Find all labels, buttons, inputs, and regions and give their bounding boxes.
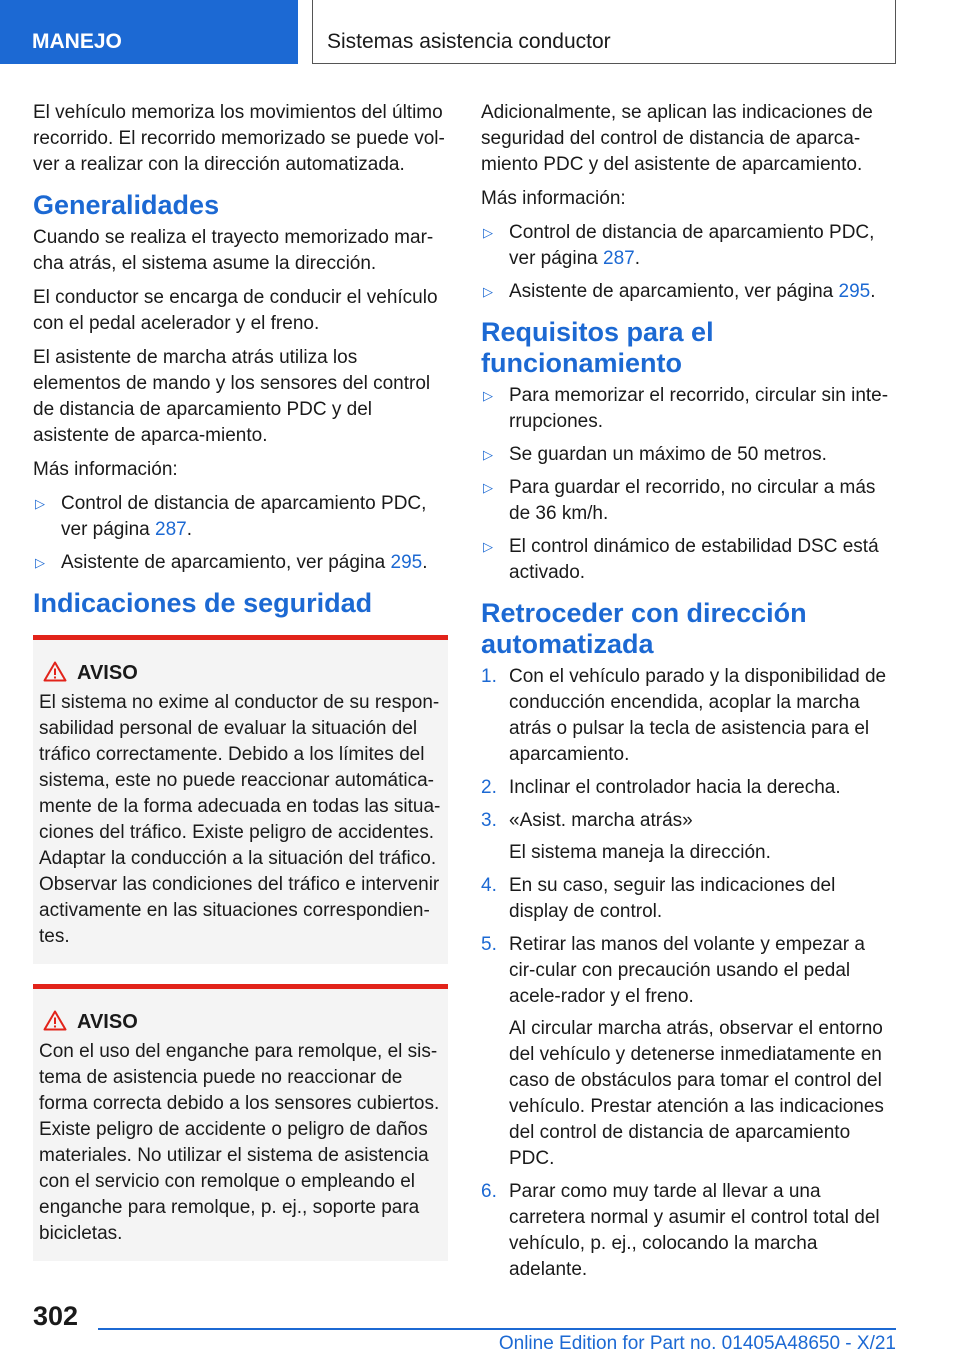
warning-title-text: AVISO [77, 1011, 138, 1033]
triangle-right-icon: ▷ [483, 447, 493, 462]
triangle-right-icon: ▷ [483, 539, 493, 554]
header-chapter-title: Sistemas asistencia conductor [312, 0, 896, 64]
list-item-end: . [186, 519, 192, 540]
warning-text: Con el uso del enganche para remolque, el sis-tema de asistencia puede no reaccionar de forma correcta debido a los sensores cubiertos. Existe peligro de accidente o peligro de daños materiales. No utilizar el sistema de asistencia con el servicio con remolque o empleando el enganche para remolque, p. ej., soporte para bicicletas. [39, 1041, 440, 1244]
list-item-text: Asistente de aparcamiento, ver página [61, 552, 391, 573]
triangle-right-icon: ▷ [483, 388, 493, 403]
paragraph: Cuando se realiza el trayecto memorizado mar-cha atrás, el sistema asume la dirección. [33, 227, 434, 274]
list-item-text: El control dinámico de estabilidad DSC está activado. [509, 536, 879, 583]
triangle-right-icon: ▷ [483, 284, 493, 299]
step-text: Parar como muy tarde al llevar a una carretera normal y asumir el control total del vehículo, p. ej., colocando la marcha adelante. [509, 1181, 880, 1280]
page-number: 302 [33, 1301, 79, 1331]
right-column [481, 100, 896, 1291]
triangle-right-icon: ▷ [483, 480, 493, 495]
list-item [481, 534, 896, 586]
triangle-right-icon: ▷ [483, 225, 493, 240]
list-item-text: Control de distancia de aparcamiento PDC, ver página [509, 222, 875, 269]
step-item [481, 664, 896, 768]
list-item-text: Control de distancia de aparcamiento PDC, ver página [61, 493, 427, 540]
list-item [481, 279, 896, 305]
intro-paragraph: Adicionalmente, se aplican las indicaciones de seguridad del control de distancia de aparca-miento PDC y del asistente de aparcamiento. [481, 102, 873, 175]
list-item [481, 442, 896, 468]
list-item-end: . [634, 248, 640, 269]
warning-title [39, 1009, 442, 1035]
step-text: Inclinar el controlador hacia la derecha. [509, 777, 841, 798]
heading-generalidades: Generalidades [33, 190, 220, 220]
step-number: 3. [481, 810, 497, 831]
warning-box [33, 635, 448, 964]
step-number: 1. [481, 666, 497, 687]
step-item [481, 873, 896, 925]
step-item [481, 775, 896, 801]
left-column [33, 100, 448, 1281]
step-number: 2. [481, 777, 497, 798]
list-item-end: . [870, 281, 876, 302]
list-item-text: Asistente de aparcamiento, ver página [509, 281, 839, 302]
list-item [33, 550, 448, 576]
heading-requisitos: Requisitos para el funcionamiento [481, 317, 714, 378]
step-text: Con el vehículo parado y la disponibilidad de conducción encendida, acoplar la marcha atrás o pulsar la tecla de asistencia para el aparcamiento. [509, 666, 887, 765]
list-item [481, 383, 896, 435]
intro-paragraph: El vehículo memoriza los movimientos del último recorrido. El recorrido memorizado se puede vol-ver a realizar con la dirección automatizada. [33, 102, 445, 175]
step-text: En su caso, seguir las indicaciones del display de control. [509, 875, 836, 922]
step-text: «Asist. marcha atrás» [509, 810, 693, 831]
paragraph: Más información: [481, 188, 626, 209]
step-number: 5. [481, 934, 497, 955]
step-item [481, 808, 896, 866]
step-extra-text: Al circular marcha atrás, observar el entorno del vehículo y detenerse inmediatamente en caso de obstáculos para tomar el control del vehículo. Prestar atención a las indicaciones del control de distancia de aparcamiento PDC. [509, 1018, 884, 1169]
page-link-295[interactable]: 295 [838, 281, 871, 302]
header-section-tab: MANEJO [0, 0, 298, 64]
warning-triangle-icon [43, 661, 67, 682]
step-item [481, 1179, 896, 1283]
paragraph: El asistente de marcha atrás utiliza los elementos de mando y los sensores del control de distancia de aparcamiento PDC y del asistente de aparca-miento. [33, 347, 431, 446]
list-item-text: Se guardan un máximo de 50 metros. [509, 444, 827, 465]
heading-retroceder: Retroceder con dirección automatizada [481, 598, 807, 659]
paragraph: El conductor se encarga de conducir el vehículo con el pedal acelerador y el freno. [33, 287, 438, 334]
page-link-287[interactable]: 287 [155, 519, 187, 540]
list-item-text: Para memorizar el recorrido, circular sin inte-rrupciones. [509, 385, 889, 432]
step-text: Retirar las manos del volante y empezar a cir-cular con precaución usando el pedal acele-rador y el freno. [509, 934, 865, 1007]
list-item [481, 220, 896, 272]
step-number: 6. [481, 1181, 497, 1202]
warning-text: El sistema no exime al conductor de su respon-sabilidad personal de evaluar la situación del tráfico correctamente. Debido a los límites del sistema, este no puede reaccionar automática-mente de la forma adecuada en todas las situa-ciones del tráfico. Existe peligro de accidentes. Adaptar la conducción a la situación del tráfico. Observar las condiciones del tráfico e intervenir activamente en las situaciones correspondien-tes. [39, 692, 441, 947]
warning-triangle-icon [43, 1010, 67, 1031]
heading-seguridad: Indicaciones de seguridad [33, 588, 373, 618]
triangle-right-icon: ▷ [35, 496, 45, 511]
list-item-text: Para guardar el recorrido, no circular a más de 36 km/h. [509, 477, 876, 524]
more-info-list [33, 491, 448, 576]
list-item [481, 475, 896, 527]
more-info-list [481, 220, 896, 305]
triangle-right-icon: ▷ [35, 555, 45, 570]
footer-divider [98, 1328, 896, 1330]
step-item [481, 932, 896, 1172]
step-extra-text: El sistema maneja la dirección. [509, 842, 771, 863]
footer-edition: Online Edition for Part no. 01405A48650 - X/21 [498, 1333, 896, 1354]
page-link-287[interactable]: 287 [603, 248, 635, 269]
steps-list [481, 664, 896, 1283]
list-item [33, 491, 448, 543]
requirements-list [481, 383, 896, 586]
warning-box [33, 984, 448, 1261]
warning-title [39, 660, 442, 686]
page-link-295[interactable]: 295 [390, 552, 423, 573]
warning-title-text: AVISO [77, 662, 138, 684]
list-item-end: . [422, 552, 428, 573]
paragraph: Más información: [33, 459, 178, 480]
step-number: 4. [481, 875, 497, 896]
